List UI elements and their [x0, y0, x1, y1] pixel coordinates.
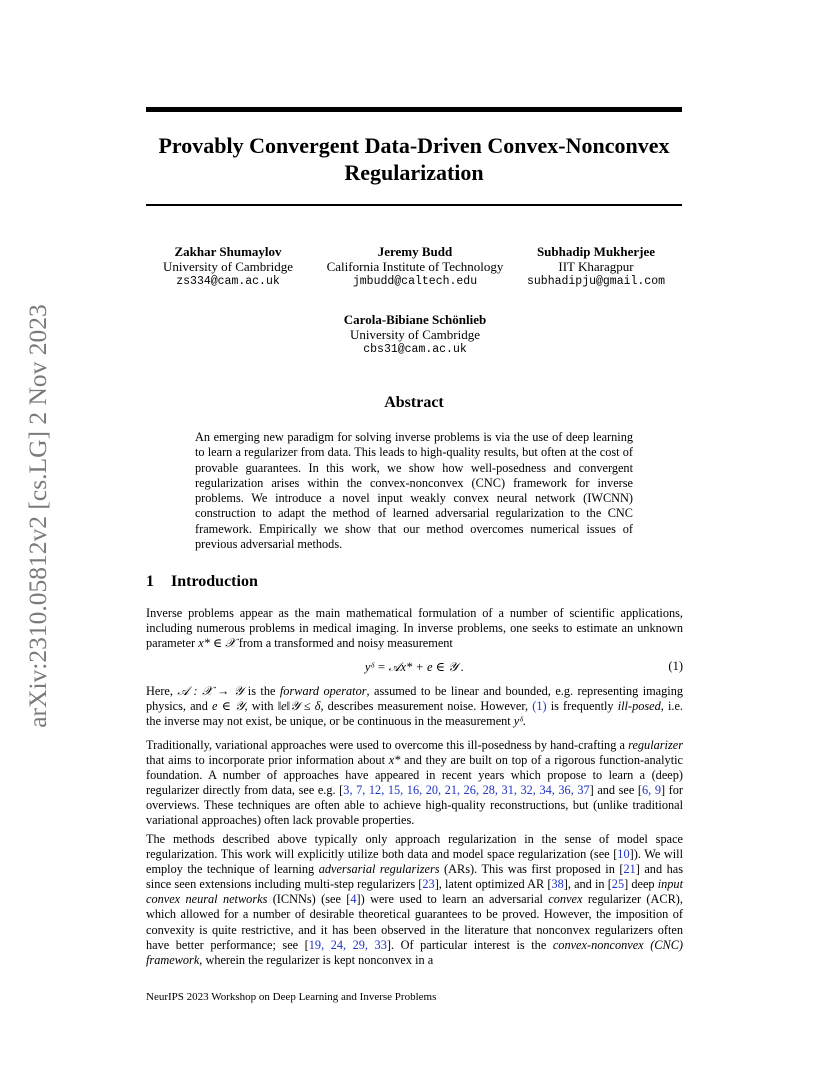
author-name: Jeremy Budd [377, 244, 453, 259]
text: ]). We will employ the technique of learning [146, 847, 683, 877]
text: , describes measurement noise. However, [320, 699, 533, 714]
section-number: 1 [146, 573, 154, 590]
equation-1 [146, 659, 683, 677]
math-inline: yᵟ [513, 714, 523, 729]
emphasis: convex [548, 892, 583, 907]
section-title: Introduction [171, 573, 258, 590]
text: regularizer (ACR), which allowed for a number of desirable theoretical guarantees to be proved. However, the imposition of convexity is quite restrictive, and it has been observed in the literature that nonconvex regularizers often have better performance; see [ [146, 892, 683, 952]
text: , i.e. the inverse may not exist, be unique, or be continuous in the measurement [146, 699, 684, 729]
author-name: Carola-Bibiane Schönlieb [343, 312, 487, 327]
author-name: Zakhar Shumaylov [174, 244, 282, 259]
text: , wherein the regularizer is kept nonconvex in a [199, 952, 434, 967]
citation-links[interactable]: 3, 7, 12, 15, 16, 20, 21, 26, 28, 31, 32, 34, 36, 37 [343, 783, 590, 798]
emphasis: input convex neural networks [146, 877, 683, 907]
equation-ref-link[interactable]: (1) [532, 699, 547, 714]
text: The methods described above typically only approach regularization in the sense of model space regularization. This work will explicitly utilize both data and model space regularization (see [ [146, 832, 683, 862]
citation-link[interactable]: 21 [623, 862, 636, 877]
author-block-1 [146, 244, 310, 289]
text: . [522, 714, 526, 729]
paragraph-4 [146, 832, 683, 968]
title-line-1: Provably Convergent Data-Driven Convex-Nonconvex [158, 133, 670, 158]
emphasis: ill-posed [617, 699, 661, 714]
math-inline: x* ∈ 𝒳 [198, 636, 236, 651]
text: ] and has since seen extensions including multi-step regularizers [ [146, 862, 683, 892]
author-name: Subhadip Mukherjee [536, 244, 656, 259]
emphasis: regularizer [628, 738, 683, 752]
author-email[interactable]: zs334@cam.ac.uk [176, 275, 280, 288]
author-affiliation: University of Cambridge [350, 327, 480, 342]
citation-links[interactable]: 6, 9 [642, 783, 661, 798]
author-block-3 [515, 244, 677, 289]
emphasis: adversarial regularizers [318, 862, 440, 877]
text: Traditionally, variational approaches were used to overcome this ill-posedness by hand-crafting a [146, 738, 629, 752]
author-affiliation: IIT Kharagpur [558, 259, 634, 274]
author-affiliation: University of Cambridge [163, 259, 293, 274]
emphasis: convex-nonconvex (CNC) framework [146, 937, 683, 967]
equation-expression: yᵟ = 𝒜x* + e ∈ 𝒴 . [364, 660, 465, 674]
author-email[interactable]: jmbudd@caltech.edu [352, 275, 478, 288]
arxiv-sidebar-stamp [20, 286, 56, 746]
text: ]) were used to learn an adversarial [356, 892, 549, 907]
citation-link[interactable]: 23 [422, 877, 435, 892]
citation-link[interactable]: 25 [611, 877, 625, 892]
abstract-text: An emerging new paradigm for solving inverse problems is via the use of deep learning to learn a regularizer from data. This leads to high-quality results, but often at the cost of provable guarantees. In this work, we show how well-posedness and convergent regularization arises within the convex-nonconvex (CNC) framework for inverse problems. We introduce a novel input weakly convex neural network (IWCNN) construction to adapt the method of learned adversarial regularization to the CNC framework. Empirically we show that our method overcomes numerical issues of previous adversarial methods. [195, 430, 633, 552]
paper-title [146, 132, 682, 186]
math-inline: x* [388, 753, 401, 768]
emphasis: forward operator [279, 684, 367, 698]
math-inline: 𝒜 : 𝒳 → 𝒴 [177, 684, 244, 698]
text: and they are built on top of a rigorous function-analytic foundation. A number of approaches have appeared in recent years which propose to learn a (deep) regularizer directly from data, see e.g. [ [146, 753, 683, 798]
author-email[interactable]: subhadipju@gmail.com [526, 275, 666, 288]
citation-link[interactable]: 10 [617, 847, 630, 862]
author-affiliation: California Institute of Technology [326, 259, 504, 274]
text: , with [244, 699, 278, 714]
text: Here, [146, 684, 178, 698]
citation-links[interactable]: 19, 24, 29, 33 [308, 937, 387, 952]
text: that aims to incorporate prior information about [146, 753, 389, 768]
author-email[interactable]: cbs31@cam.ac.uk [363, 343, 467, 356]
math-inline: e ∈ 𝒴 [212, 699, 245, 714]
paragraph-1 [146, 606, 683, 651]
title-line-2: Regularization [344, 160, 484, 185]
text: (ARs). This was first proposed in [ [439, 862, 624, 877]
paragraph-3 [146, 738, 683, 829]
author-block-4 [310, 312, 520, 357]
text: (ICNNs) (see [ [267, 892, 351, 907]
text: ] for overviews. These techniques are often able to achieve high-quality reconstructions, but (unlike traditional variational approaches) often lack provable properties. [146, 783, 683, 828]
citation-link[interactable]: 38 [551, 877, 564, 892]
text: Inverse problems appear as the main mathematical formulation of a number of scientific applications, including numerous problems in medical imaging. In inverse problems, one seeks to estimate an unknown parameter [146, 606, 683, 651]
title-bottom-rule [146, 204, 682, 206]
text: , assumed to be linear and bounded, e.g. representing imaging physics, and [146, 684, 684, 714]
section-heading [146, 573, 258, 591]
citation-link[interactable]: 4 [350, 892, 357, 907]
text: is the [243, 684, 280, 698]
text: ] and see [ [589, 783, 643, 798]
math-inline: ‖e‖𝒴 ≤ δ [277, 699, 321, 714]
equation-number: (1) [668, 659, 683, 673]
text: ], latent optimized AR [ [434, 877, 552, 892]
text: is frequently [546, 699, 618, 714]
title-top-rule [146, 107, 682, 112]
text: from a transformed and noisy measurement [235, 636, 453, 651]
text: ], and in [ [563, 877, 612, 892]
text: ]. Of particular interest is the [386, 937, 553, 952]
paragraph-2 [146, 684, 683, 729]
text: ] deep [624, 877, 658, 892]
author-block-2 [310, 244, 520, 289]
abstract-heading: Abstract [384, 394, 444, 411]
arxiv-id: arXiv:2310.05812v2 [cs.LG] 2 Nov 2023 [23, 304, 52, 728]
footer-venue: NeurIPS 2023 Workshop on Deep Learning and Inverse Problems [146, 991, 437, 1003]
